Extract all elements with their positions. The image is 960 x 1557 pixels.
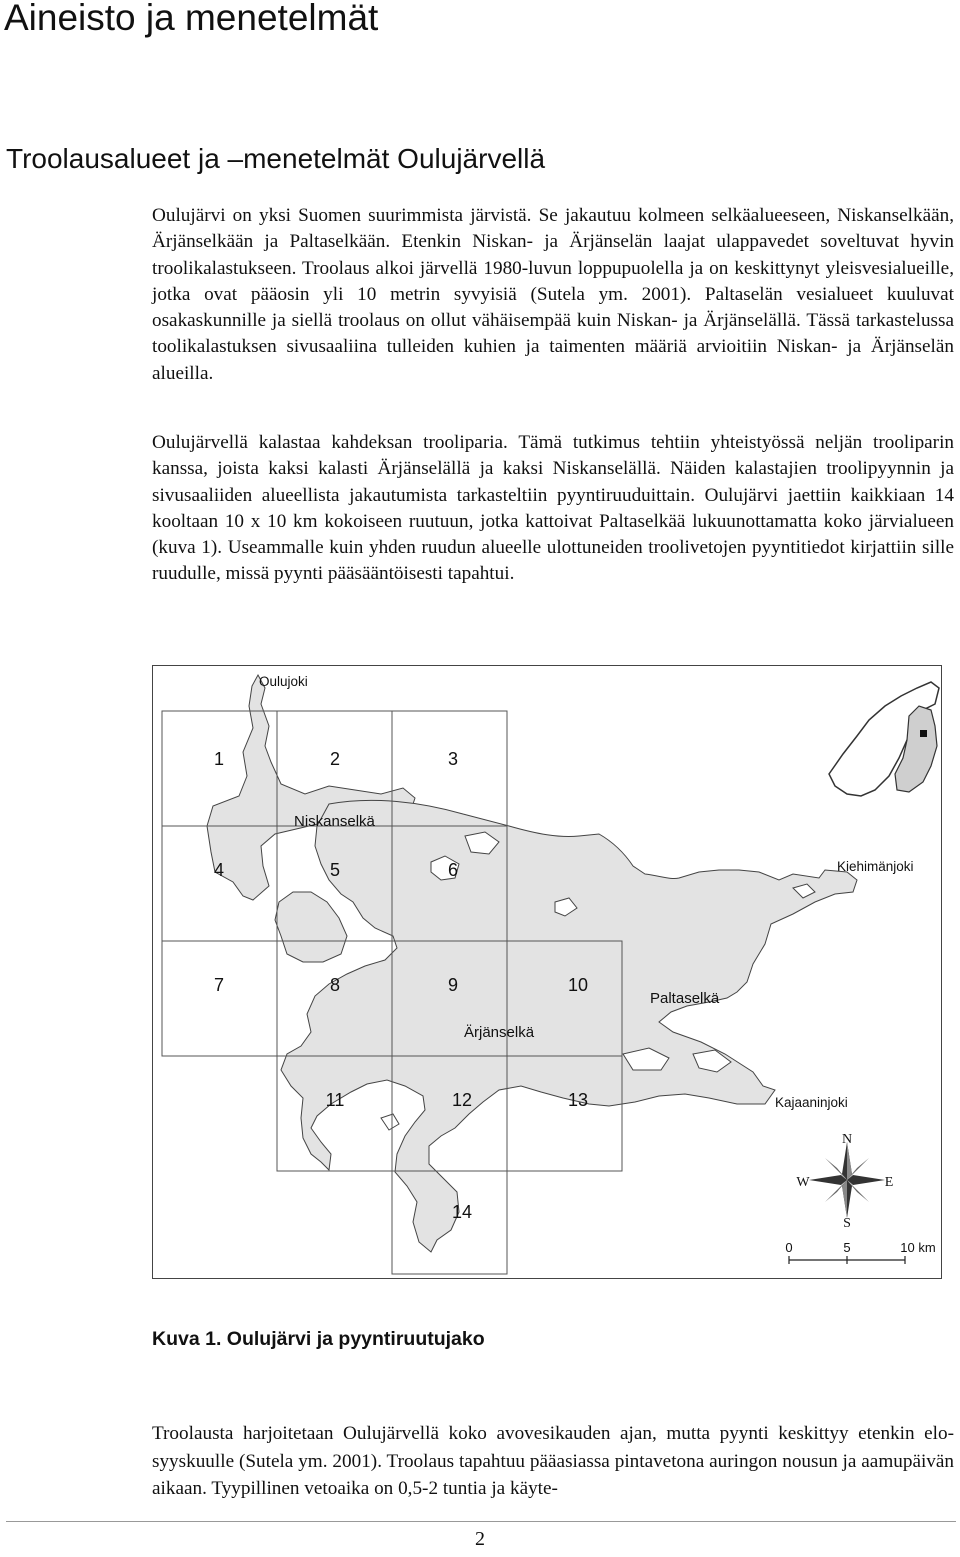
inset-map (829, 682, 939, 796)
square-number: 6 (447, 860, 459, 880)
scale-bar (789, 1256, 905, 1264)
square-number: 5 (329, 860, 341, 880)
grid-square-7 (162, 941, 277, 1056)
compass-n: N (841, 1132, 853, 1147)
page-number: 2 (475, 1528, 485, 1550)
paragraph-trawl-pairs: Oulujärvellä kalastaa kahdeksan trooliparia. Tämä tutkimus tehtiin yhteistyössä neljän trooliparin kanssa, joista kaksi kalasti Ärjänselällä ja kaksi Niskanselällä. Näiden kalastajien troolipyynnin ja sivusaaliiden alueellista jakautumista tarkasteltiin pyyntiruuduittain. Oulujärvi jaettiin kaikkiaan 14 kooltaan 10 x 10 km kokoiseen ruutuun, jotka kattoivat Paltaselkää lukuunottamatta koko järvialueen (kuva 1). Useammalle kuin yhden ruudun alueelle ulottuneiden troolivetojen pyyntitiedot kirjattiin sille ruudulle, missä pyynti pääsääntöisesti tapahtui. (152, 432, 954, 585)
square-number: 8 (329, 975, 341, 995)
square-number: 10 (567, 975, 589, 995)
compass-s: S (843, 1216, 851, 1231)
inset-locator (920, 730, 927, 737)
square-number: 2 (329, 749, 341, 769)
square-number: 4 (213, 860, 225, 880)
section-heading: Troolausalueet ja –menetelmät Oulujärvellä (6, 143, 546, 174)
square-number: 13 (567, 1090, 589, 1110)
paragraph-intro: Oulujärvi on yksi Suomen suurimmista järvistä. Se jakautuu kolmeen selkäalueeseen, Niskanselkään, Ärjänselkään ja Paltaselkään. Etenkin Niskan- ja Ärjänselän laajat ulappavedet soveltuvat hyvin troolikalastukseen. Troolaus alkoi järvellä 1980-luvun loppupuolella ja on keskittynyt yleisvesialueille, jotka ovat pääosin yli 10 metrin syvyisiä (Sutela ym. 2001). Paltaselän vesialueet kuuluvat osakaskunnille ja siellä troolaus on ollut vähäisempää kuin Niskan- ja Ärjänselällä. Tässä tarkastelussa toolikalastuksen sivusaaliina tulleiden kuhien ja taimenten määriä arvioitiin Niskan- ja Ärjänselän alueilla. (152, 205, 954, 384)
square-number: 11 (325, 1090, 345, 1110)
compass-e: E (884, 1175, 894, 1190)
compass-w: W (796, 1175, 810, 1190)
footer-divider (6, 1521, 956, 1522)
north-arrow-icon (809, 1142, 885, 1218)
square-number: 12 (451, 1090, 473, 1110)
lake-shape (207, 675, 857, 1252)
label-paltaselka: Paltaselkä (650, 990, 720, 1007)
page-heading: Aineisto ja menetelmät (4, 0, 379, 38)
scale-label-0: 0 (785, 1240, 793, 1255)
square-number: 9 (447, 975, 459, 995)
figure-caption: Kuva 1. Oulujärvi ja pyyntiruutujako (152, 1328, 485, 1350)
label-kajaaninjoki: Kajaaninjoki (775, 1095, 848, 1110)
paragraph-trawling-season: Troolausta harjoitetaan Oulujärvellä koko avovesikauden ajan, mutta pyynti keskittyy etenkin elo-syyskuulle (Sutela ym. 2001). Troolaus tapahtuu pääasiassa pintavetona auringon nousun ja aamupäivän aikaan. Tyypillinen vetoaika on 0,5-2 tuntia ja käyte- (152, 1423, 954, 1499)
square-number: 1 (213, 749, 225, 769)
square-number: 7 (213, 975, 225, 995)
label-oulujoki: Oulujoki (259, 674, 308, 689)
lake-map-figure (152, 665, 942, 1279)
scale-label-10: 10 km (900, 1240, 936, 1255)
scale-label-5: 5 (843, 1240, 851, 1255)
square-number: 14 (451, 1202, 473, 1222)
label-arjanselka: Ärjänselkä (464, 1024, 535, 1041)
square-number: 3 (447, 749, 459, 769)
label-kiehimanjoki: Kiehimänjoki (837, 859, 914, 874)
label-niskanselka: Niskanselkä (294, 813, 375, 830)
